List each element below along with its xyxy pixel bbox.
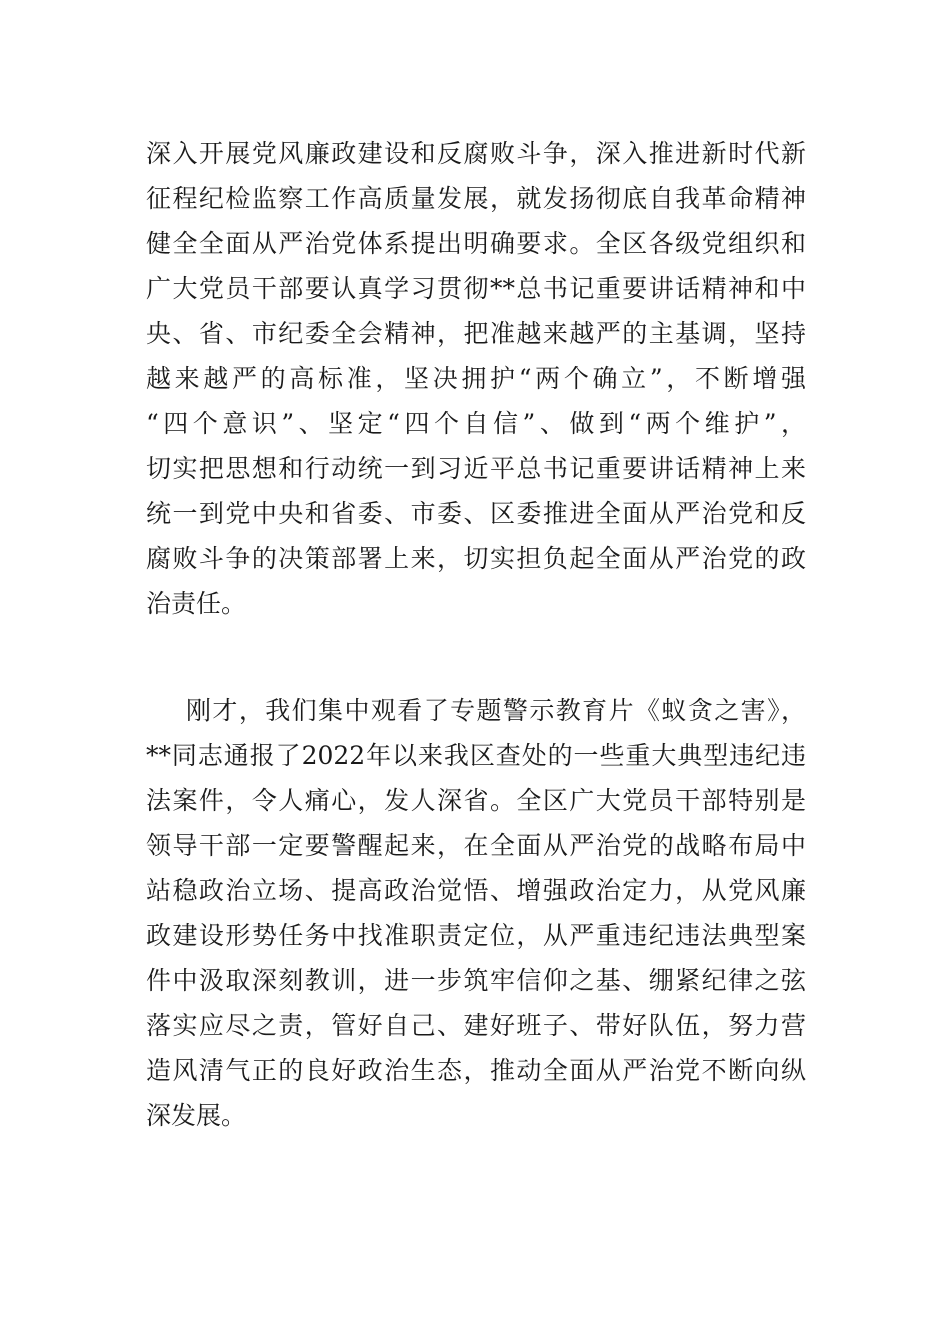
text-line: “四个意识”、坚定“四个自信”、做到“两个维护”， (146, 409, 806, 438)
text-line: 越来越严的高标准，坚决拥护“两个确立”，不断增强 (146, 364, 806, 393)
text-line: 造风清气正的良好政治生态，推动全面从严治党不断向纵 (146, 1056, 806, 1085)
paragraph-1 (146, 131, 806, 626)
text-line: 腐败斗争的决策部署上来，切实担负起全面从严治党的政 (146, 544, 806, 573)
text-line: **同志通报了2022年以来我区查处的一些重大典型违纪违 (146, 741, 806, 770)
text-line: 切实把思想和行动统一到习近平总书记重要讲话精神上来 (146, 454, 806, 483)
text-line: 广大党员干部要认真学习贯彻**总书记重要讲话精神和中 (146, 274, 806, 303)
text-line: 落实应尽之责，管好自己、建好班子、带好队伍，努力营 (146, 1011, 806, 1040)
text-line: 政建设形势任务中找准职责定位，从严重违纪违法典型案 (146, 921, 806, 950)
text-line: 征程纪检监察工作高质量发展，就发扬彻底自我革命精神 (146, 184, 806, 213)
text-line: 件中汲取深刻教训，进一步筑牢信仰之基、绷紧纪律之弦 (146, 966, 806, 995)
text-line: 刚才，我们集中观看了专题警示教育片《蚁贪之害》， (186, 696, 806, 725)
text-line: 领导干部一定要警醒起来，在全面从严治党的战略布局中 (146, 831, 806, 860)
text-line: 深入开展党风廉政建设和反腐败斗争，深入推进新时代新 (146, 139, 806, 168)
text-line: 治责任。 (146, 589, 247, 618)
paragraph-2 (146, 688, 806, 1138)
text-line: 健全全面从严治党体系提出明确要求。全区各级党组织和 (146, 229, 806, 258)
text-line: 站稳政治立场、提高政治觉悟、增强政治定力，从党风廉 (146, 876, 806, 905)
text-line: 深发展。 (146, 1101, 247, 1130)
text-line: 央、省、市纪委全会精神，把准越来越严的主基调，坚持 (146, 319, 806, 348)
text-line: 统一到党中央和省委、市委、区委推进全面从严治党和反 (146, 499, 806, 528)
text-line: 法案件，令人痛心，发人深省。全区广大党员干部特别是 (146, 786, 806, 815)
